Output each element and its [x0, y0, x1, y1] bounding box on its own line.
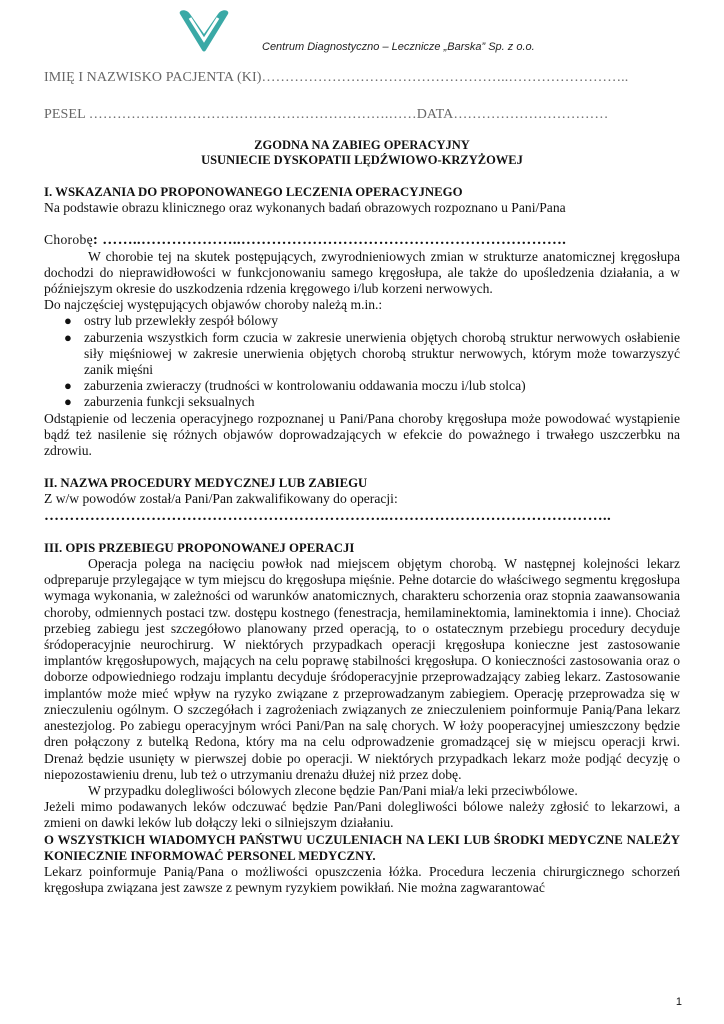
section-3-pain-note: W przypadku dolegliwości bólowych zlecone będzie Pan/Pani miał/a leki przeciwbólowe. [88, 782, 578, 798]
list-item: ● ostry lub przewlekły zespół bólowy [64, 313, 279, 329]
document-body [44, 184, 680, 896]
diagnosis-line [44, 232, 680, 248]
list-item: ● zaburzenia wszystkich form czucia w zakresie unerwienia objętych chorobą struktur nerwowych osłabienie siły mięśniowej w zakresie unerwienia objętych chorobą struktur nerwowych, którym może towarzyszyć zanik mięśni [64, 329, 680, 378]
page-number: 1 [675, 996, 682, 1008]
section-3-heading: III. OPIS PRZEBIEGU PROPONOWANEJ OPERACJI [44, 540, 355, 555]
section-1-paragraph: W chorobie tej na skutek postępujących, zwyrodnieniowych zmian w strukturze anatomicznej kręgosłupa dochodzi do nieprawidłowości w funkcjonowaniu samego kręgosłupa, ale także do upośledzenia działania, a w późniejszym okresie do uszkodzenia rdzenia kręgowego i/lub korzeni nerwowych. [44, 248, 680, 297]
patient-name-field: IMIĘ I NAZWISKO PACJENTA (KI)……………………………………………..…………………….. [44, 70, 629, 85]
bullet-icon: ● [64, 313, 72, 329]
allergy-warning: O WSZYSTKICH WIADOMYCH PAŃSTWU UCZULENIACH NA LEKI LUB ŚRODKI MEDYCZNE NALEŻY KONIECZNIE INFORMOWAĆ PERSONEL MEDYCZNY. [44, 832, 680, 863]
document-subtitle: USUNIECIE DYSKOPATII LĘDŹWIOWO-KRZYŻOWEJ [201, 153, 523, 167]
section-1-heading: I. WSKAZANIA DO PROPONOWANEGO LECZENIA OPERACYJNEGO [44, 185, 463, 199]
symptoms-list [44, 313, 680, 410]
diagnosis-label: Chorobę [44, 232, 93, 248]
symptoms-intro: Do najczęściej występujących objawów choroby należą m.in.: [44, 297, 383, 313]
company-logo [176, 8, 232, 54]
section-3-risk-paragraph: Lekarz poinformuje Panią/Pana o możliwości opuszczenia łóżka. Procedura leczenia chirurgicznego schorzeń kręgosłupa związana jest zawsze z pewnym ryzykiem powikłań. Nie można zagwarantować [44, 863, 680, 896]
procedure-dots-line: …………………………………………………………..…………………………………….. [44, 507, 611, 524]
section-3-paragraph: Operacja polega na nacięciu powłok nad miejscem objętym chorobą. W następnej kolejności lekarz odpreparuje przylegające w tym miejscu do kręgosłupa mięśnie. Pełne dotarcie do właściwego segmentu kręgosłupa wymaga wykonania, w zależności od warunków anatomicznych, charakteru schorzenia oraz stopnia zaawansowania choroby, odmiennych postaci tzw. dostępu kostnego (fenestracja, hemilaminektomia, laminektomia i inne). Chociaż przebieg zabiegu jest szczegółowo planowany przed operacją, to o ostatecznym przebiegu procedury decyduje śródoperacyjnie neurochirurg. W niektórych przypadkach operacji kręgosłupa konieczne jest zastosowanie implantów kręgosłupowych, mających na celu poprawę stabilności kręgosłupa. O konieczności zastosowania oraz o doborze odpowiedniego rodzaju implantu decyduje śródoperacyjnie przeprowadzający zabieg lekarz. Zastosowanie implantów może mieć wpływ na ryzyko związane z przeprowadzanym zabiegiem. Operację przeprowadza się w znieczuleniu ogólnym. O szczegółach i zagrożeniach związanych ze znieczuleniem poinformuje Panią/Pana lekarz anestezjolog. Po zabiegu operacyjnym wróci Pani/Pan na salę chorych. W łoży pooperacyjnej umieszczony będzie dren połączony z butelką Redona, który ma na celu odprowadzenie gromadzącej się w miejscu operacji krwi. Drenaż będzie usunięty w pierwszej dobie po operacji. W niektórych przypadkach lekarz może podjąć decyzję o niepozostawieniu drenu, lub też o utrzymaniu drenażu dłużej niż przez dobę. [44, 556, 680, 782]
section-3-pain-followup: Jeżeli mimo podawanych leków odczuwać będzie Pan/Pani dolegliwości bólowe należy zgłosić to lekarzowi, a zmieni on dawki leków lub dołączy leki o silniejszym działaniu. [44, 799, 680, 831]
pesel-date-field: PESEL ……………………………………………………….……DATA…………………………… [44, 107, 609, 122]
bullet-icon: ● [64, 394, 72, 410]
list-item: ● zaburzenia zwieraczy (trudności w kontrolowaniu oddawania moczu i/lub stolca) [64, 378, 526, 394]
section-2-intro: Z w/w powodów został/a Pani/Pan zakwalifikowany do operacji: [44, 491, 398, 507]
section-2-heading: II. NAZWA PROCEDURY MEDYCZNEJ LUB ZABIEGU [44, 476, 368, 491]
company-name: Centrum Diagnostyczno – Lecznicze „Barska” Sp. z o.o. [262, 41, 535, 53]
section-1-intro: Na podstawie obrazu klinicznego oraz wykonanych badań obrazowych rozpoznano u Pani/Pana [44, 200, 566, 216]
bullet-icon: ● [64, 378, 72, 394]
section-1-conclusion: Odstąpienie od leczenia operacyjnego rozpoznanej u Pani/Pana choroby kręgosłupa może powodować wystąpienie bądź też nasilenie się różnych objawów doprowadzających w efekcie do poważnego i trwałego uszczerbku na zdrowiu. [44, 410, 680, 459]
document-title: ZGODNA NA ZABIEG OPERACYJNY [254, 138, 470, 152]
bullet-icon: ● [64, 329, 72, 345]
list-item: ● zaburzenia funkcji seksualnych [64, 394, 255, 410]
diagnosis-dots: : ……..………………..………………………………………………………. [92, 232, 567, 249]
